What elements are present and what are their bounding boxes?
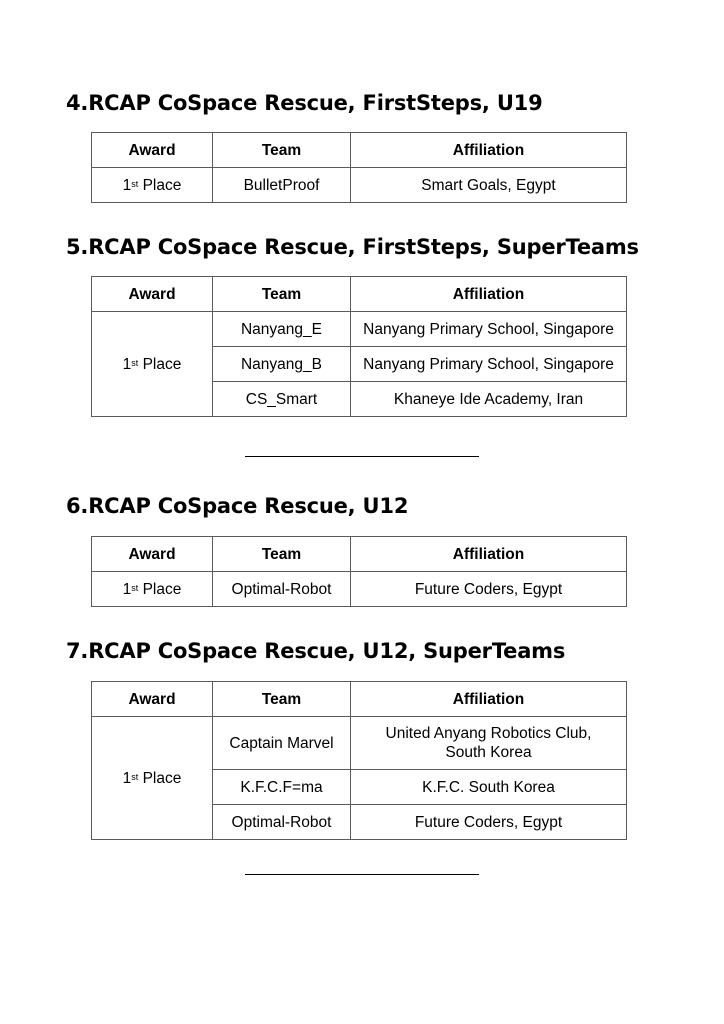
team-cell: Captain Marvel [213, 717, 351, 770]
column-header-award: Award [92, 537, 213, 572]
column-header-team: Team [213, 537, 351, 572]
affiliation-cell: Future Coders, Egypt [351, 805, 627, 840]
section-number: 4. [66, 91, 89, 115]
table-row [92, 168, 627, 203]
section-divider [245, 456, 479, 457]
award-cell: 1st Place [92, 717, 213, 840]
column-header-affiliation: Affiliation [351, 682, 627, 717]
column-header-team: Team [213, 133, 351, 168]
award-cell: 1st Place [92, 572, 213, 607]
section-number: 7. [66, 639, 89, 663]
affiliation-cell: Smart Goals, Egypt [351, 168, 627, 203]
table-row [92, 312, 627, 347]
awards-table [91, 536, 627, 607]
awards-table [91, 681, 627, 840]
column-header-team: Team [213, 682, 351, 717]
team-cell: BulletProof [213, 168, 351, 203]
affiliation-cell: Nanyang Primary School, Singapore [351, 347, 627, 382]
table-header-row [92, 133, 627, 168]
team-cell: Nanyang_E [213, 312, 351, 347]
team-cell: Optimal-Robot [213, 805, 351, 840]
section-title: RCAP CoSpace Rescue, U12 [88, 494, 409, 518]
table-row [92, 717, 627, 770]
section-number: 5. [66, 235, 89, 259]
section-divider [245, 874, 479, 875]
awards-table [91, 132, 627, 203]
column-header-affiliation: Affiliation [351, 133, 627, 168]
team-cell: CS_Smart [213, 382, 351, 417]
section-number: 6. [66, 494, 89, 518]
table-row [92, 572, 627, 607]
table-header-row [92, 682, 627, 717]
section-heading [66, 493, 408, 519]
section-title: RCAP CoSpace Rescue, FirstSteps, SuperTeams [88, 235, 639, 259]
section-title: RCAP CoSpace Rescue, U12, SuperTeams [88, 639, 566, 663]
award-cell: 1st Place [92, 168, 213, 203]
team-cell: Optimal-Robot [213, 572, 351, 607]
awards-table [91, 276, 627, 417]
affiliation-cell: K.F.C. South Korea [351, 770, 627, 805]
affiliation-cell: Khaneye Ide Academy, Iran [351, 382, 627, 417]
column-header-affiliation: Affiliation [351, 277, 627, 312]
section-heading [66, 234, 639, 260]
award-cell: 1st Place [92, 312, 213, 417]
table-header-row [92, 277, 627, 312]
column-header-award: Award [92, 682, 213, 717]
column-header-team: Team [213, 277, 351, 312]
column-header-award: Award [92, 277, 213, 312]
affiliation-cell: Future Coders, Egypt [351, 572, 627, 607]
column-header-affiliation: Affiliation [351, 537, 627, 572]
column-header-award: Award [92, 133, 213, 168]
section-heading [66, 638, 565, 664]
team-cell: K.F.C.F=ma [213, 770, 351, 805]
affiliation-cell: United Anyang Robotics Club, South Korea [351, 717, 627, 770]
table-header-row [92, 537, 627, 572]
section-heading [66, 90, 543, 116]
section-title: RCAP CoSpace Rescue, FirstSteps, U19 [88, 91, 543, 115]
affiliation-cell: Nanyang Primary School, Singapore [351, 312, 627, 347]
team-cell: Nanyang_B [213, 347, 351, 382]
